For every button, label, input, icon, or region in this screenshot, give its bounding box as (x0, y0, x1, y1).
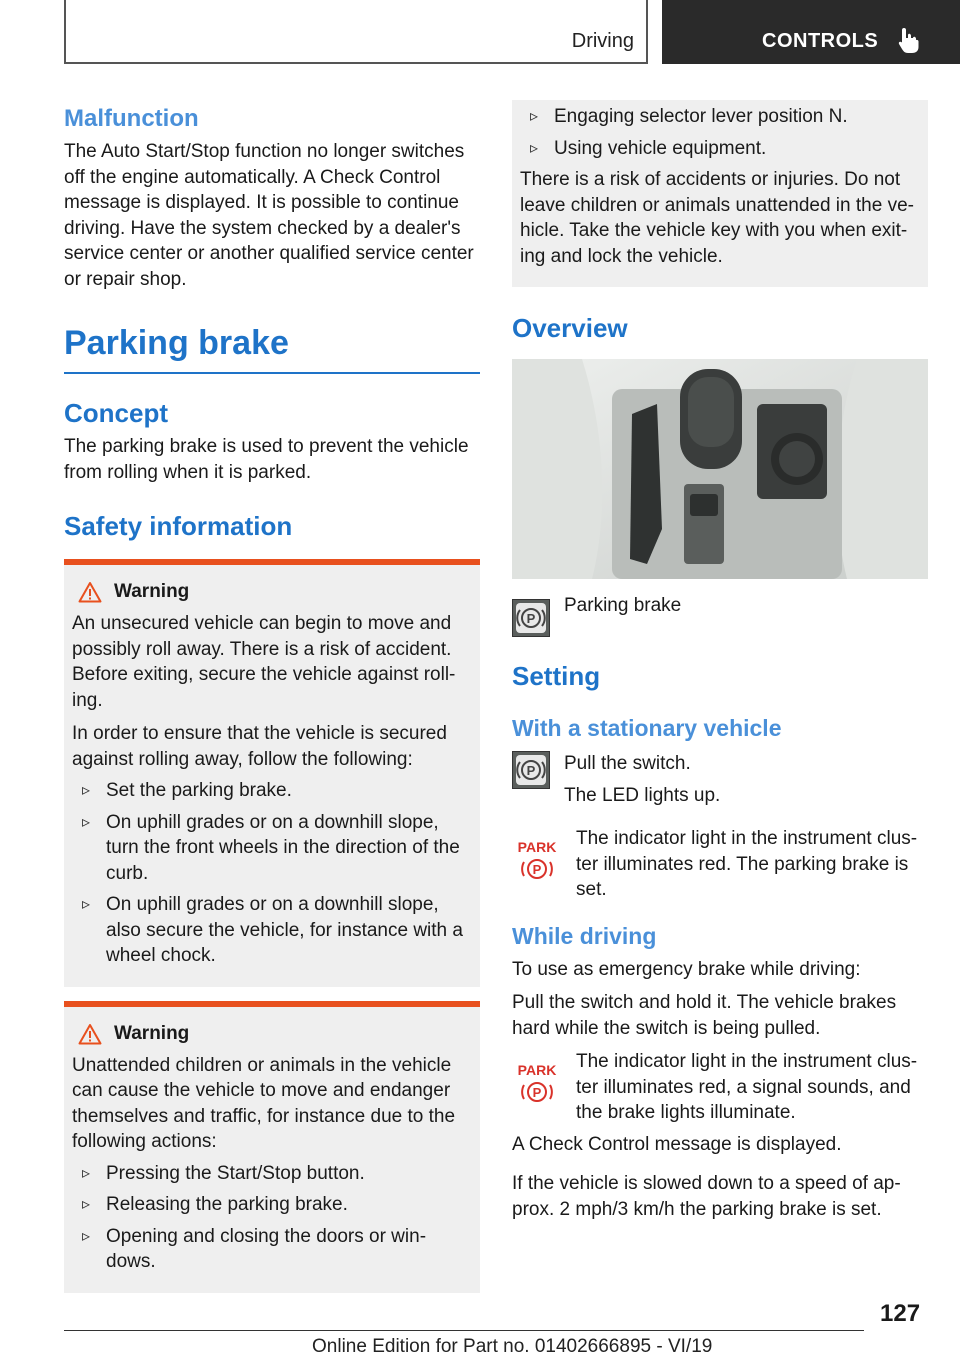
list-item: ▹ Pressing the Start/Stop button. (72, 1161, 472, 1187)
heading-divider (64, 372, 480, 374)
list-item: ▹ Releasing the parking brake. (72, 1192, 472, 1218)
list-item: ▹ Engaging selector lever position N. (520, 104, 920, 130)
while-driving-heading: While driving (512, 922, 657, 949)
left-column (64, 100, 480, 1293)
svg-text:P: P (526, 763, 536, 778)
warning-bullet-list (72, 1161, 472, 1275)
svg-text:P: P (526, 611, 536, 626)
footer-divider (64, 1330, 864, 1331)
center-console-image (512, 359, 928, 579)
indicator-text: The indicator light in the instrument clus‐ter illuminates red, a signal sounds, and the brake lights illuminate. (576, 1051, 918, 1123)
header-section-label: Driving (571, 30, 634, 52)
warning-paragraph: There is a risk of accidents or injuries. Do not leave children or animals unattended in the ve‐hicle. Take the vehicle key with you when exit‐ing and lock the vehicle. (520, 169, 914, 267)
stationary-step-text (564, 751, 720, 808)
list-item: ▹ On uphill grades or on a downhill slope, turn the front wheels in the direction of the curb. (72, 810, 472, 887)
svg-text:P: P (532, 862, 542, 877)
warning-box-2 (64, 1001, 480, 1293)
header-chapter-label: CONTROLS (762, 30, 879, 52)
warning-title-text: Warning (114, 1022, 190, 1044)
malfunction-heading: Malfunction (64, 105, 199, 132)
warning-title-text: Warning (114, 581, 190, 602)
safety-information-heading: Safety information (64, 511, 293, 541)
warning-paragraph: Unattended children or animals in the vehicle can cause the vehicle to move and endanger themselves and traffic, for instance due to the following actions: (72, 1054, 456, 1152)
indicator-row-1 (512, 826, 928, 903)
right-column (512, 100, 928, 1222)
warning-bar (64, 559, 480, 565)
stationary-step (512, 751, 928, 808)
stationary-vehicle-heading: With a stationary vehicle (512, 715, 782, 741)
center-console-photo (512, 359, 928, 579)
emergency-text: To use as emergency brake while driving: (512, 958, 861, 980)
warning-title (72, 1023, 472, 1045)
park-indicator-label: PARK (517, 839, 557, 855)
overview-heading: Overview (512, 313, 628, 343)
indicator-text: The indicator light in the instrument clus‐ter illuminates red. The parking brake is set. (576, 828, 918, 900)
warning-bar (64, 1001, 480, 1007)
warning-bullet-list (520, 104, 920, 161)
list-item: ▹ Opening and closing the doors or win‐dows. (72, 1224, 472, 1275)
park-indicator-icon (512, 1061, 562, 1107)
parking-brake-heading: Parking brake (64, 324, 289, 362)
concept-heading: Concept (64, 398, 168, 428)
list-item: ▹ On uphill grades or on a downhill slope, also secure the vehicle, for instance with a wheel chock. (72, 892, 472, 969)
pull-hold-text: Pull the switch and hold it. The vehicle brakes hard while the switch is being pulled. (512, 992, 897, 1039)
warning-triangle-icon (78, 581, 102, 603)
park-indicator-label: PARK (517, 1062, 557, 1078)
parking-brake-switch-icon (512, 599, 550, 637)
list-item: ▹ Using vehicle equipment. (520, 136, 920, 162)
warning-paragraph: An unsecured vehicle can begin to move and possibly roll away. There is a risk of accident. Before exiting, secure the vehicle against roll‐ing. (72, 613, 456, 711)
indicator-row-2 (512, 1049, 928, 1126)
header-chapter-tab (662, 0, 960, 64)
warning-box-1 (64, 559, 480, 987)
svg-text:P: P (532, 1085, 542, 1100)
park-indicator-icon (512, 838, 562, 884)
warning-triangle-icon (78, 1023, 102, 1045)
check-control-text: A Check Control message is displayed. (512, 1133, 842, 1155)
setting-heading: Setting (512, 661, 601, 691)
list-item: ▹ Set the parking brake. (72, 778, 472, 804)
footer-edition-text: Online Edition for Part no. 01402666895 - VI/19 (312, 1336, 713, 1357)
warning-box-continued (512, 100, 928, 287)
warning-paragraph: In order to ensure that the vehicle is secured against rolling away, follow the following: (72, 723, 447, 770)
pull-switch-text: Pull the switch. (564, 753, 691, 774)
concept-text: The parking brake is used to prevent the vehicle from rolling when it is parked. (64, 436, 469, 483)
hand-pointer-icon (896, 26, 922, 54)
overview-legend (512, 595, 928, 637)
malfunction-text: The Auto Start/Stop function no longer switches off the engine automatically. A Check Control message is displayed. It is possible to continue driving. Have the system checked by a dealer's service center or another qualified service center or repair shop. (64, 141, 474, 290)
overview-caption: Parking brake (564, 595, 682, 616)
warning-title (72, 581, 472, 603)
slowed-down-text: If the vehicle is slowed down to a speed of ap‐prox. 2 mph/3 km/h the parking brake is set. (512, 1173, 901, 1220)
led-lights-text: The LED lights up. (564, 784, 721, 806)
header-left-frame (64, 0, 648, 64)
warning-bullet-list (72, 778, 472, 969)
parking-brake-switch-icon (512, 751, 550, 789)
page-number: 127 (880, 1300, 921, 1327)
